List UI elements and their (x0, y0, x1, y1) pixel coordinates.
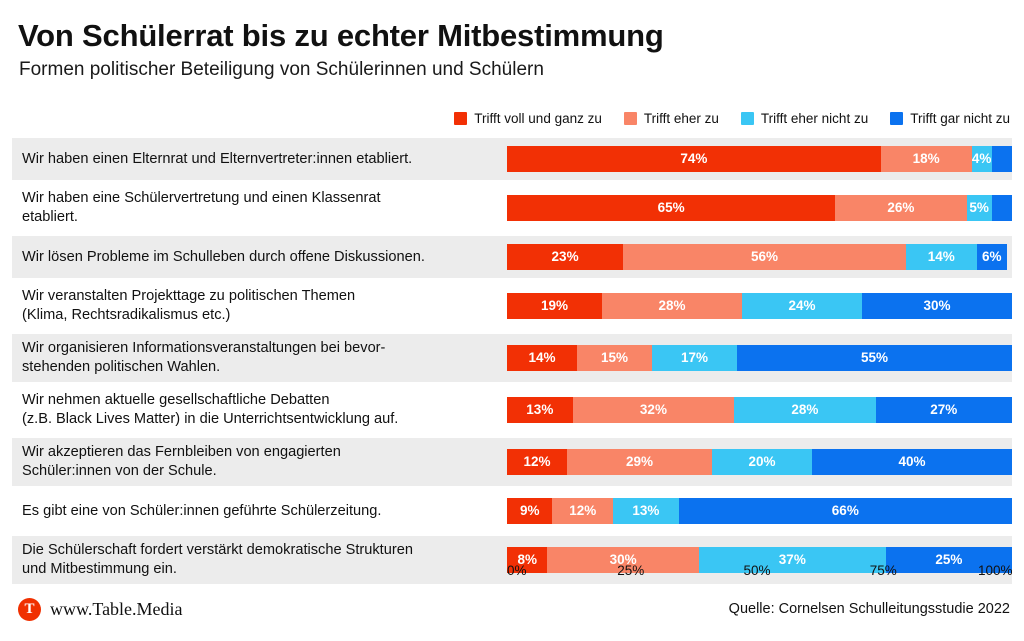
bar-value-label: 18% (912, 151, 940, 167)
chart-row-label-line: Wir nehmen aktuelle gesellschaftliche Debatten (22, 392, 330, 409)
chart-row-label-line: Es gibt eine von Schüler:innen geführte Schülerzeitung. (22, 502, 382, 519)
bar-value-label: 12% (569, 503, 597, 519)
chart-row-bars (507, 236, 1012, 278)
bar-value-label: 65% (657, 200, 685, 216)
bar-value-label: 27% (930, 402, 958, 418)
chart-row-label-line: Wir haben einen Elternrat und Elternvertreter:innen etabliert. (22, 150, 413, 167)
bar-value-label: 30% (923, 298, 951, 314)
chart-row-label-line: Schüler:innen von der Schule. (22, 463, 217, 479)
bar-value-label: 37% (778, 552, 806, 568)
legend-swatch-icon (454, 112, 467, 125)
bar-segment (906, 244, 977, 270)
chart-row (12, 236, 1012, 278)
chart-row (12, 334, 1012, 382)
chart-row (12, 490, 1012, 532)
bar-segment (862, 293, 1012, 319)
chart-row-label-line: Wir organisieren Informationsveranstaltungen bei bevor- (22, 340, 386, 357)
bar-value-label: 66% (831, 503, 859, 519)
bar-segment (652, 345, 737, 371)
page-subtitle: Formen politischer Beteiligung von Schülerinnen und Schülern (19, 59, 544, 80)
bar-segment (679, 498, 1012, 524)
bar-segment (507, 498, 552, 524)
bar-segment (577, 345, 652, 371)
bar-value-label: 14% (528, 350, 556, 366)
bar-value-label: 13% (526, 402, 554, 418)
bar-value-label: 19% (540, 298, 569, 314)
legend-item[interactable] (624, 111, 719, 126)
chart-row-bars (507, 386, 1012, 434)
legend-swatch-icon (624, 112, 637, 125)
legend-swatch-icon (890, 112, 903, 125)
bar-segment (737, 345, 1012, 371)
bar-value-label: 25% (935, 552, 963, 568)
chart-row-label-line: Wir veranstalten Projekttage zu politischen Themen (22, 288, 356, 305)
bar-segment (876, 397, 1012, 423)
bar-segment (567, 449, 712, 475)
bar-segment (967, 195, 992, 221)
legend-label: Trifft gar nicht zu (910, 111, 1010, 126)
bar-segment (507, 345, 577, 371)
x-axis (507, 563, 1012, 583)
chart-row-bars (507, 184, 1012, 232)
table-media-logo-icon: T (18, 598, 41, 621)
chart-row-label (12, 282, 507, 330)
chart-row-label (12, 490, 507, 532)
bar-segment (507, 293, 602, 319)
bar-segment (573, 397, 735, 423)
bar-segment (977, 244, 1007, 270)
bar-value-label: 14% (927, 249, 955, 265)
bar-segment (623, 244, 906, 270)
source-note: Quelle: Cornelsen Schulleitungsstudie 2022 (728, 601, 1010, 617)
chart-row-label (12, 184, 507, 232)
chart-row-label-line: etabliert. (22, 209, 78, 225)
chart-row-label (12, 334, 507, 382)
bar-segment (507, 195, 835, 221)
bar-value-label: 40% (898, 454, 926, 470)
bar-value-label: 26% (887, 200, 915, 216)
chart-row-label (12, 236, 507, 278)
brand-url: www.Table.Media (50, 599, 183, 619)
bar-value-label: 15% (600, 350, 628, 366)
chart-row-label (12, 386, 507, 434)
chart-row-label-line: (z.B. Black Lives Matter) in die Unterrichtsentwicklung auf. (22, 411, 399, 427)
axis-tick-label: 100% (978, 563, 1013, 578)
bar-segment (734, 397, 875, 423)
chart-row-label-line: Die Schülerschaft fordert verstärkt demokratische Strukturen (22, 542, 413, 559)
bar-value-label: 20% (748, 454, 776, 470)
legend-label: Trifft eher zu (643, 111, 719, 126)
legend-label: Trifft eher nicht zu (760, 111, 869, 126)
axis-tick-label: 25% (617, 563, 645, 578)
bar-value-label: 32% (639, 402, 667, 418)
legend-label: Trifft voll und ganz zu (474, 111, 602, 126)
bar-value-label: 23% (551, 249, 579, 265)
bar-value-label: 74% (680, 151, 708, 167)
chart-row-label (12, 438, 507, 486)
legend-item[interactable] (741, 111, 868, 126)
page-title: Von Schülerrat bis zu echter Mitbestimmung (18, 18, 664, 53)
bar-value-label: 5% (969, 200, 989, 216)
bar-value-label: 9% (519, 503, 540, 519)
chart-row-label-line: Wir lösen Probleme im Schulleben durch offene Diskussionen. (22, 248, 425, 265)
bar-segment (881, 146, 972, 172)
bar-value-label: 8% (517, 552, 537, 568)
bar-segment (613, 498, 679, 524)
bar-value-label: 13% (632, 503, 660, 519)
bar-value-label: 12% (523, 454, 551, 470)
bar-segment (812, 449, 1012, 475)
chart-row-bars (507, 334, 1012, 382)
chart-row-bars (507, 438, 1012, 486)
bar-value-label: 28% (658, 298, 686, 314)
chart-row (12, 184, 1012, 232)
axis-tick-label: 75% (869, 563, 897, 578)
chart-row-label (12, 536, 507, 584)
footer-brand-block (18, 598, 183, 621)
bar-value-label: 28% (791, 402, 819, 418)
chart-legend (330, 111, 1010, 126)
legend-item[interactable] (890, 111, 1010, 126)
chart-row (12, 386, 1012, 434)
bar-segment (507, 397, 573, 423)
bar-segment (835, 195, 966, 221)
chart-row (12, 438, 1012, 486)
stacked-bar-chart (12, 138, 1012, 584)
bar-value-label: 30% (609, 552, 637, 568)
bar-segment (552, 498, 613, 524)
legend-swatch-icon (741, 112, 754, 125)
chart-row-label (12, 138, 507, 180)
bar-segment (742, 293, 862, 319)
chart-row-label-line: (Klima, Rechtsradikalismus etc.) (22, 307, 231, 323)
chart-row (12, 282, 1012, 330)
chart-row-label-line: Wir haben eine Schülervertretung und einen Klassenrat (22, 190, 381, 207)
bar-segment (992, 195, 1012, 221)
bar-segment (507, 244, 623, 270)
bar-value-label: 55% (860, 350, 888, 366)
legend-item[interactable] (454, 111, 602, 126)
bar-value-label: 29% (625, 454, 654, 470)
chart-row-bars (507, 490, 1012, 532)
chart-row-label-line: und Mitbestimmung ein. (22, 561, 177, 577)
axis-tick-label: 50% (743, 563, 771, 578)
bar-value-label: 56% (751, 249, 779, 265)
chart-row-bars (507, 138, 1012, 180)
bar-segment (507, 146, 881, 172)
bar-value-label: 24% (788, 298, 816, 314)
chart-row-bars (507, 282, 1012, 330)
bar-value-label: 6% (982, 249, 1002, 265)
bar-segment (712, 449, 812, 475)
bar-segment (602, 293, 742, 319)
bar-segment (972, 146, 992, 172)
chart-row (12, 138, 1012, 180)
chart-row-label-line: stehenden politischen Wahlen. (22, 359, 221, 375)
axis-tick-label: 0% (507, 563, 527, 578)
bar-value-label: 4% (971, 151, 992, 167)
chart-row-label-line: Wir akzeptieren das Fernbleiben von engagierten (22, 444, 341, 461)
bar-segment (992, 146, 1012, 172)
bar-value-label: 17% (680, 350, 708, 366)
bar-segment (507, 449, 567, 475)
